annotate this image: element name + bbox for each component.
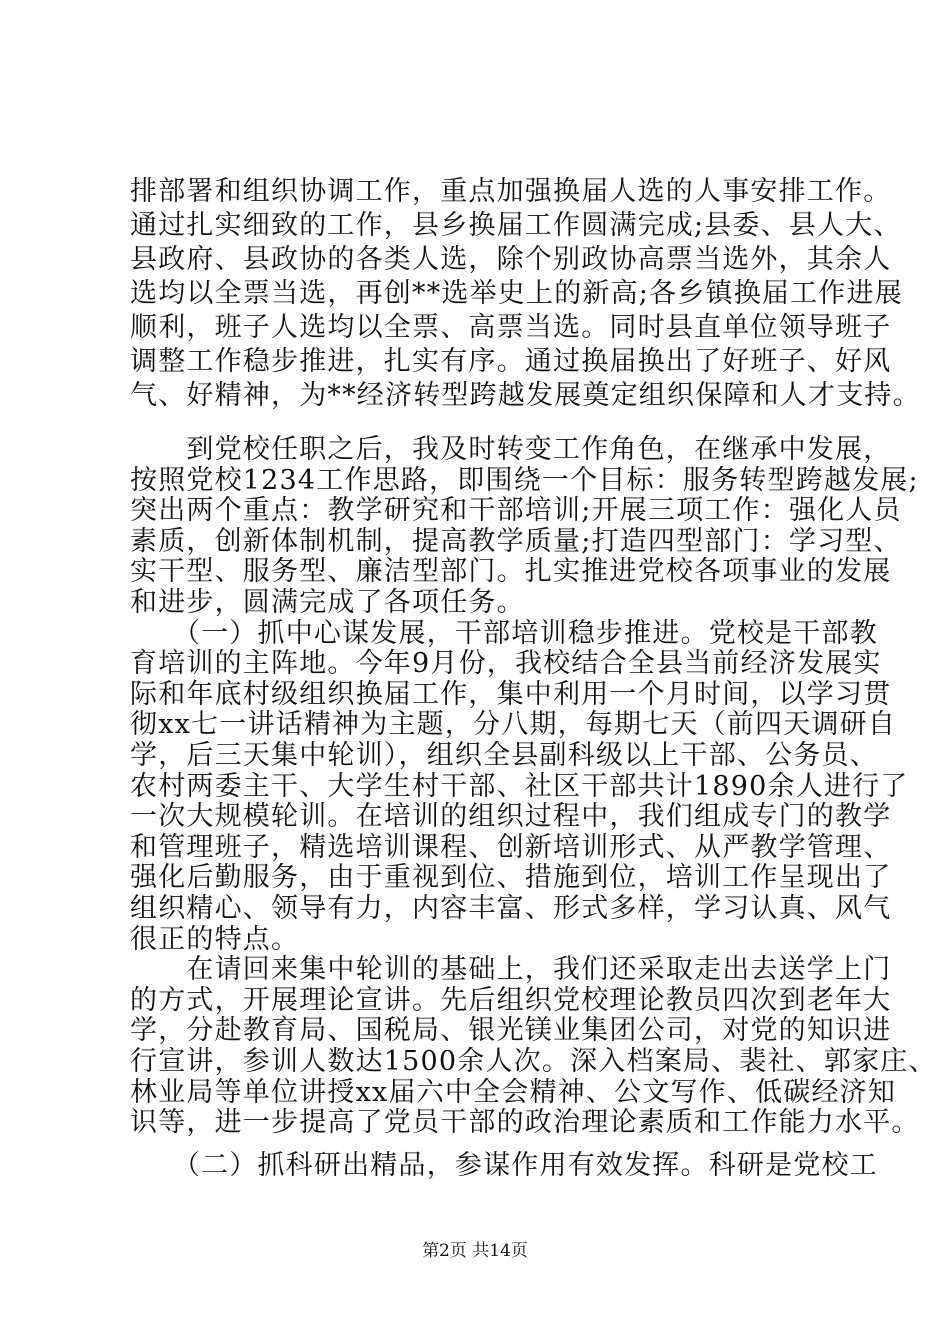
text-line: 突出两个重点：教学研究和干部培训;开展三项工作：强化人员 — [130, 495, 902, 526]
text-line: 和进步，圆满完成了各项任务。 — [130, 587, 525, 618]
text-line: 调整工作稳步推进，扎实有序。通过换届换出了好班子、好风 — [130, 346, 892, 377]
text-line: 学，分赴教育局、国税局、银光镁业集团公司，对党的知识进 — [130, 1015, 892, 1046]
text-line: 行宣讲，参训人数达1500余人次。深入档案局、裴社、郭家庄、 — [130, 1046, 937, 1077]
text-line: 实干型、服务型、廉洁型部门。扎实推进党校各项事业的发展 — [130, 556, 892, 587]
text-line: （一）抓中心谋发展，干部培训稳步推进。党校是干部教 — [130, 618, 878, 649]
text-line: 排部署和组织协调工作，重点加强换届人选的人事安排工作。 — [130, 176, 892, 207]
text-line: 育培训的主阵地。今年9月份，我校结合全县当前经济发展实 — [130, 648, 882, 679]
text-line: 素质，创新体制机制，提高教学质量;打造四型部门：学习型、 — [130, 526, 902, 557]
text-line: 气、好精神，为**经济转型跨越发展奠定组织保障和人才支持。 — [130, 380, 921, 411]
text-line: 县政府、县政协的各类人选，除个别政协高票当选外，其余人 — [130, 244, 892, 275]
text-line: 的方式，开展理论宣讲。先后组织党校理论教员四次到老年大 — [130, 985, 892, 1016]
text-line: 组织精心、领导有力，内容丰富、形式多样，学习认真、风气 — [130, 893, 892, 924]
text-line: 很正的特点。 — [130, 924, 300, 955]
text-line: 按照党校1234工作思路，即围绕一个目标：服务转型跨越发展; — [130, 465, 919, 496]
text-line: 顺利，班子人选均以全票、高票当选。同时县直单位领导班子 — [130, 312, 892, 343]
text-line: 到党校任职之后，我及时转变工作角色，在继承中发展， — [130, 434, 892, 465]
text-line: （二）抓科研出精品，参谋作用有效发挥。科研是党校工 — [130, 1150, 878, 1181]
text-line: 一次大规模轮训。在培训的组织过程中，我们组成专门的教学 — [130, 801, 892, 832]
text-line: 识等，进一步提高了党员干部的政治理论素质和工作能力水平。 — [130, 1107, 920, 1138]
text-line: 彻xx七一讲话精神为主题，分八期，每期七天（前四天调研自 — [130, 709, 897, 740]
text-line: 林业局等单位讲授xx届六中全会精神、公文写作、低碳经济知 — [130, 1077, 897, 1108]
text-line: 学，后三天集中轮训），组织全县副科级以上干部、公务员、 — [130, 740, 878, 771]
text-line: 选均以全票当选，再创**选举史上的新高;各乡镇换届工作进展 — [130, 278, 903, 309]
text-line: 在请回来集中轮训的基础上，我们还采取走出去送学上门 — [130, 954, 892, 985]
text-line: 强化后勤服务，由于重视到位、措施到位，培训工作呈现出了 — [130, 862, 892, 893]
text-line: 和管理班子，精选培训课程、创新培训形式、从严教学管理、 — [130, 832, 892, 863]
page-footer: 第2页 共14页 — [422, 1241, 528, 1261]
text-line: 农村两委主干、大学生村干部、社区干部共计1890余人进行了 — [130, 771, 909, 802]
text-line: 际和年底村级组织换届工作，集中利用一个月时间，以学习贯 — [130, 679, 892, 710]
text-line: 通过扎实细致的工作，县乡换届工作圆满完成;县委、县人大、 — [130, 210, 902, 241]
